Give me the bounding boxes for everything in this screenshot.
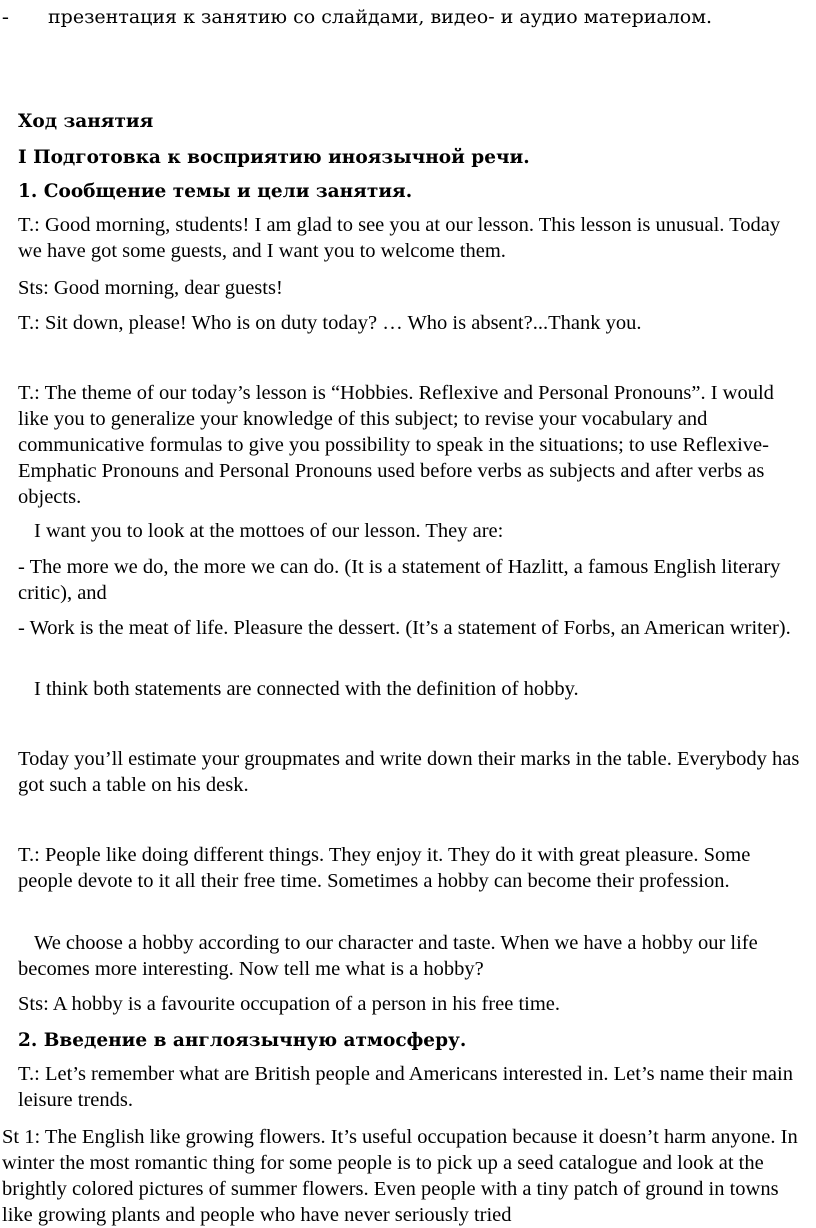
estimate-paragraph: Today you’ll estimate your groupmates and write down their marks in the table. Everybody has got such a table on his desk. [18,748,800,796]
british-question: T.: Let’s remember what are British people and Americans interested in. Let’s name their main leisure trends. [18,1063,793,1111]
choose-paragraph: We choose a hobby according to our character and taste. When we have a hobby our life becomes more interesting. Now tell me what is a hobby? [18,932,758,980]
people-paragraph: T.: People like doing different things. They enjoy it. They do it with great pleasure. Some people devote to it all their free time. Sometimes a hobby can become their profession. [18,844,751,892]
motto-item: - The more we do, the more we can do. (It is a statement of Hazlitt, a famous English literary critic), and [18,556,781,604]
mottoes-conclusion: I think both statements are connected with the definition of hobby. [34,678,579,700]
list-bullet: - [2,6,9,28]
heading-lesson-course: Ход занятия [18,111,154,132]
heading-section-1: I Подготовка к восприятию иноязычной речи. [18,147,530,168]
heading-step-1: 1. Сообщение темы и цели занятия. [18,181,413,202]
motto-item: - Work is the meat of life. Pleasure the dessert. (It’s a statement of Forbs, an American writer). [18,617,791,639]
mottoes-intro: I want you to look at the mottoes of our lesson. They are: [34,520,504,542]
materials-item-text: презентация к занятию со слайдами, видео- и аудио материалом. [48,6,713,28]
theme-paragraph: T.: The theme of our today’s lesson is “Hobbies. Reflexive and Personal Pronouns”. I would like you to generalize your knowledge of this subject; to revise your vocabulary and communicative formulas to give you possibility to speak in the situations; to use Reflexive-Emphatic Pronouns and Personal Pronouns used before verbs as subjects and after verbs as objects. [18,382,774,508]
dialogue-line: Sts: Good morning, dear guests! [18,277,283,299]
heading-step-2: 2. Введение в англоязычную атмосферу. [18,1030,467,1051]
dialogue-line: T.: Sit down, please! Who is on duty today? … Who is absent?...Thank you. [18,312,642,334]
students-answer: Sts: A hobby is a favourite occupation of a person in his free time. [18,993,560,1015]
materials-list-item [2,4,802,30]
dialogue-line: T.: Good morning, students! I am glad to see you at our lesson. This lesson is unusual. Today we have got some guests, and I want you to welcome them. [18,214,781,262]
student-1-answer: St 1: The English like growing flowers. It’s useful occupation because it doesn’t harm anyone. In winter the most romantic thing for some people is to pick up a seed catalogue and look at the brightly colored pictures of summer flowers. Even people with a tiny patch of ground in towns like growing plants and people who have never seriously tried [2,1126,798,1226]
